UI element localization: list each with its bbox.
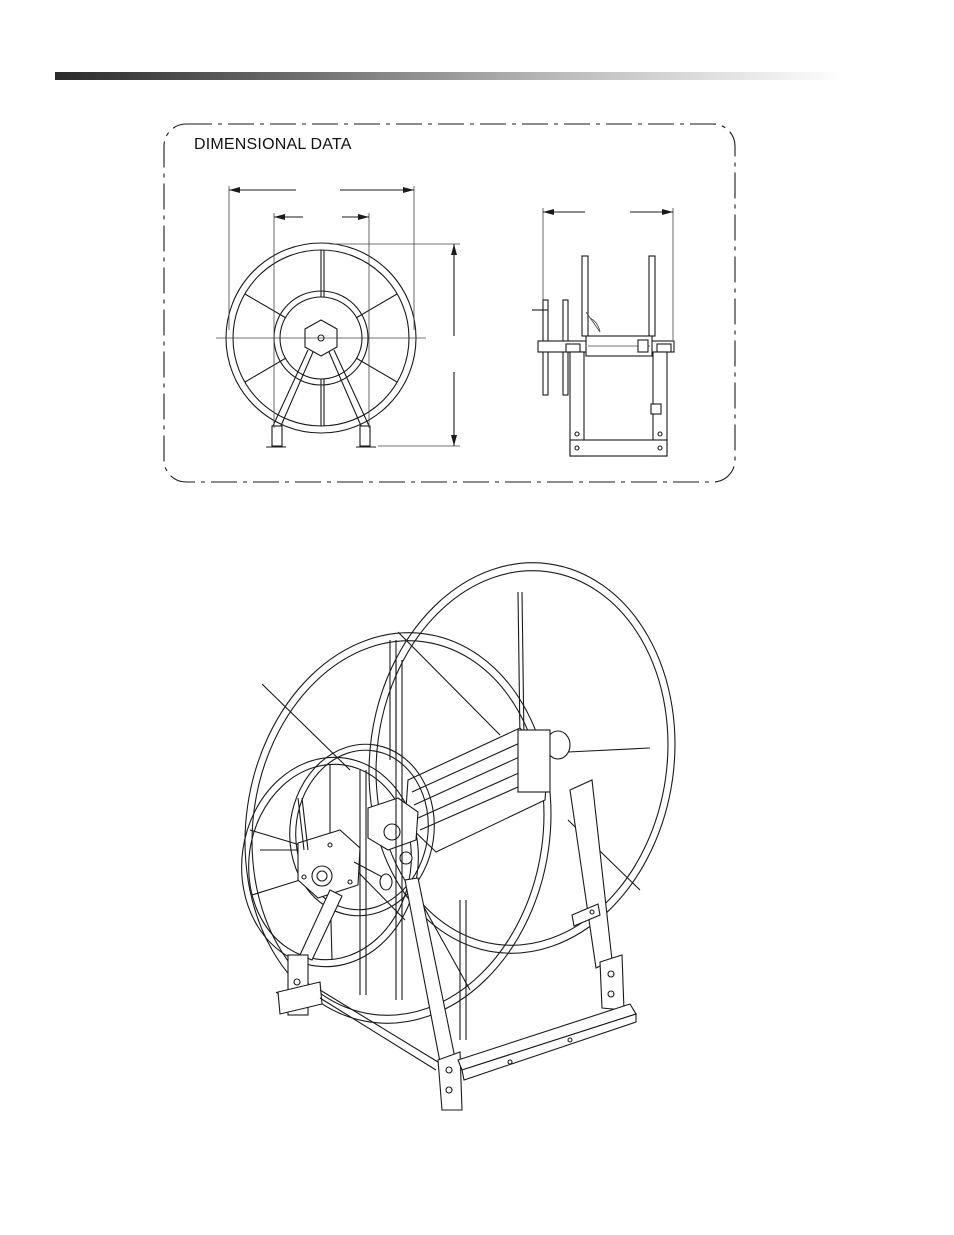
isometric-reel-view [220,543,700,1110]
panel-title: DIMENSIONAL DATA [194,136,352,153]
front-view [216,186,460,447]
side-view [532,208,674,456]
